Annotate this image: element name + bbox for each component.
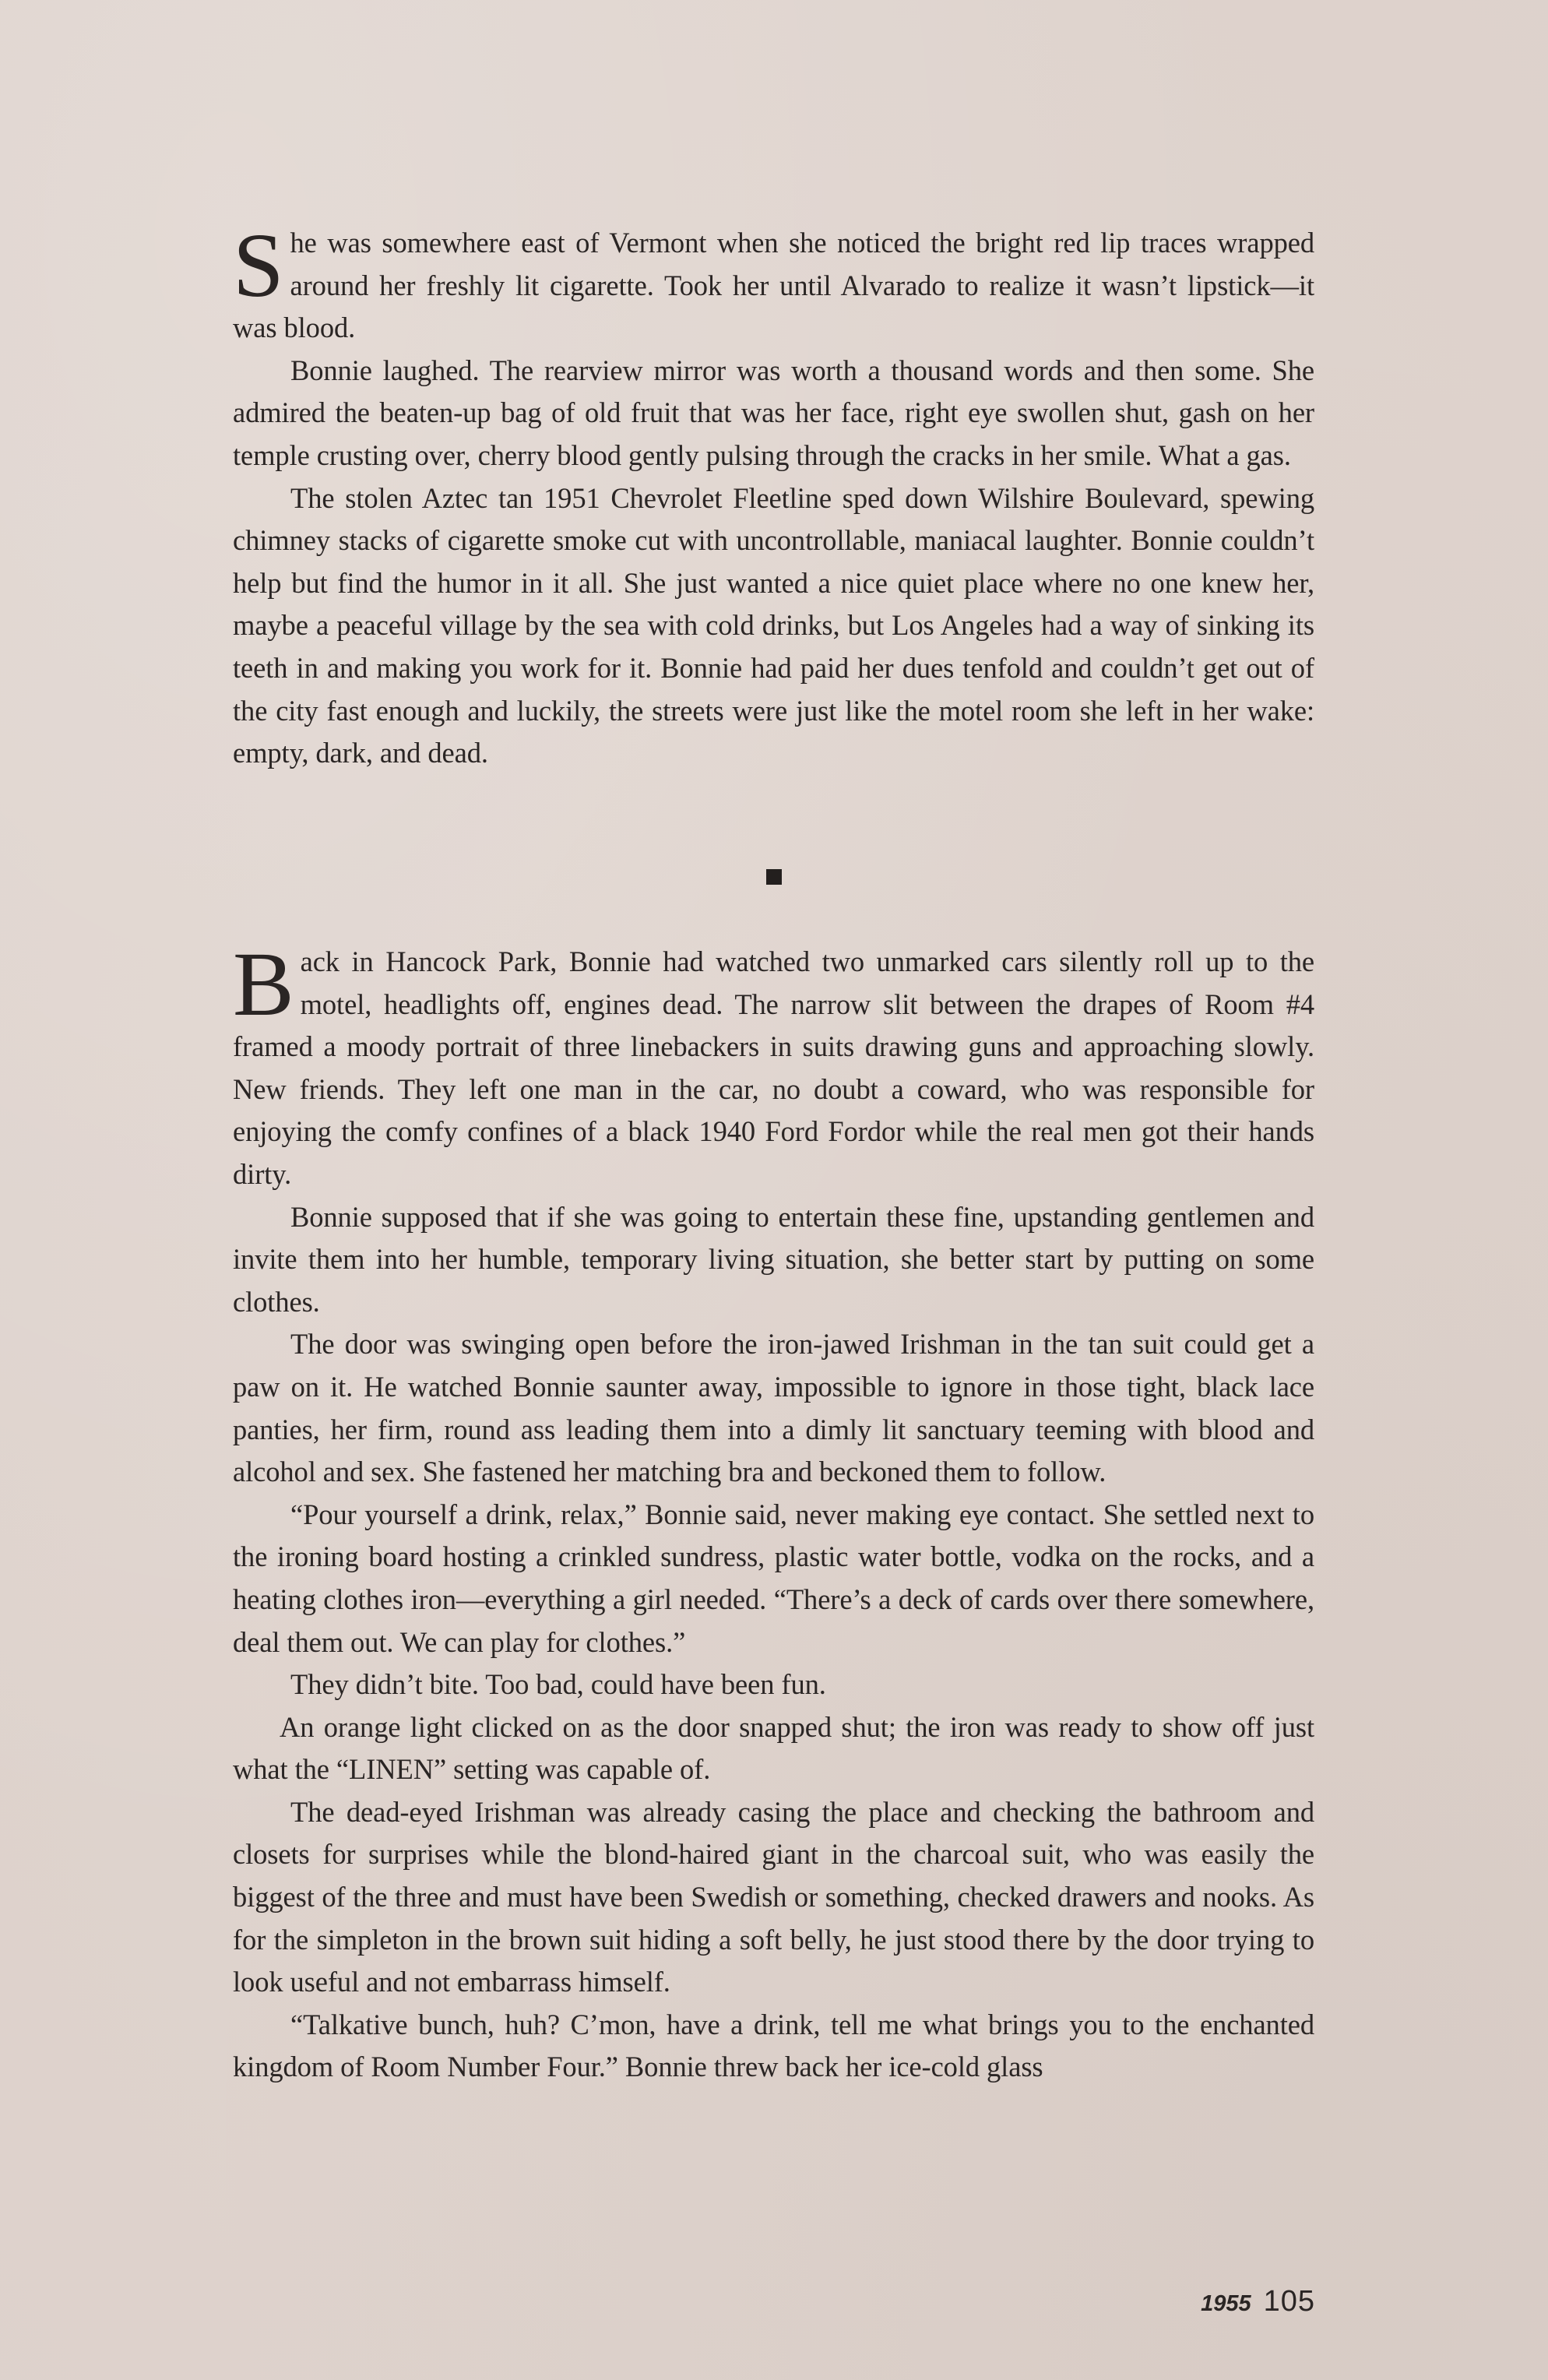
paragraph: Bonnie laughed. The rearview mirror was worth a thousand words and then some. She admired the beaten-up bag of old fruit that was her face, right eye swollen shut, gash on her temple crusting over, cherry blood gently pulsing through the cracks in her smile. What a gas.	[233, 354, 1314, 471]
paragraph: They didn’t bite. Too bad, could have been fun.	[290, 1668, 826, 1701]
section-one	[233, 214, 1314, 775]
running-footer-title: 1955	[1201, 2291, 1251, 2316]
paragraph: The door was swinging open before the iron-jawed Irishman in the tan suit could get a paw on it. He watched Bonnie saunter away, impossible to ignore in those tight, black lace panties, her firm, round ass leading them into a dimly lit sanctuary teeming with blood and alcohol and sex. She fastened her matching bra and beckoned them to follow.	[233, 1328, 1314, 1488]
drop-cap: B	[233, 933, 294, 1035]
paragraph	[233, 214, 1314, 350]
page-footer	[1201, 2285, 1315, 2318]
paragraph-text: he was somewhere east of Vermont when she noticed the bright red lip traces wrapped around her freshly lit cigarette. Took her until Alvarado to realize it wasn’t lipstick—it was blood.	[233, 227, 1314, 344]
page-number: 105	[1263, 2285, 1315, 2318]
drop-cap: S	[233, 214, 284, 316]
paragraph: An orange light clicked on as the door snapped shut; the iron was ready to show off just what the “LINEN” setting was capable of.	[233, 1710, 1314, 1786]
paragraph: Bonnie supposed that if she was going to entertain these fine, upstanding gentlemen and invite them into her humble, temporary living situation, she better start by putting on some clothes.	[233, 1200, 1314, 1318]
paragraph: “Talkative bunch, huh? C’mon, have a drink, tell me what brings you to the enchanted kingdom of Room Number Four.” Bonnie threw back her ice-cold glass	[233, 2008, 1314, 2083]
paragraph: The dead-eyed Irishman was already casing the place and checking the bathroom and closets for surprises while the blond-haired giant in the charcoal suit, who was easily the biggest of the three and must have been Swedish or something, checked drawers and nooks. As for the simpleton in the brown suit hiding a soft belly, he just stood there by the door trying to look useful and not embarrass himself.	[233, 1795, 1314, 1998]
paragraph-text: ack in Hancock Park, Bonnie had watched two unmarked cars silently roll up to the motel, headlights off, engines dead. The narrow slit between the drapes of Room #4 framed a moody portrait of three linebackers in suits drawing guns and approaching slowly. New friends. They left one man in the car, no doubt a coward, who was responsible for enjoying the comfy confines of a black 1940 Ford Fordor while the real men got their hands dirty.	[233, 945, 1314, 1190]
section-break-square-icon	[766, 869, 782, 885]
section-two	[233, 933, 1314, 2089]
paragraph: The stolen Aztec tan 1951 Chevrolet Fleetline sped down Wilshire Boulevard, spewing chimney stacks of cigarette smoke cut with uncontrollable, maniacal laughter. Bonnie couldn’t help but find the humor in it all. She just wanted a nice quiet place where no one knew her, maybe a peaceful village by the sea with cold drinks, but Los Angeles had a way of sinking its teeth in and making you work for it. Bonnie had paid her dues tenfold and couldn’t get out of the city fast enough and luckily, the streets were just like the motel room she left in her wake: empty, dark, and dead.	[233, 481, 1314, 769]
paragraph: “Pour yourself a drink, relax,” Bonnie said, never making eye contact. She settled next to the ironing board hosting a crinkled sundress, plastic water bottle, vodka on the rocks, and a heating clothes iron—everything a girl needed. “There’s a deck of cards over there somewhere, deal them out. We can play for clothes.”	[233, 1498, 1314, 1658]
paragraph	[233, 933, 1314, 1196]
